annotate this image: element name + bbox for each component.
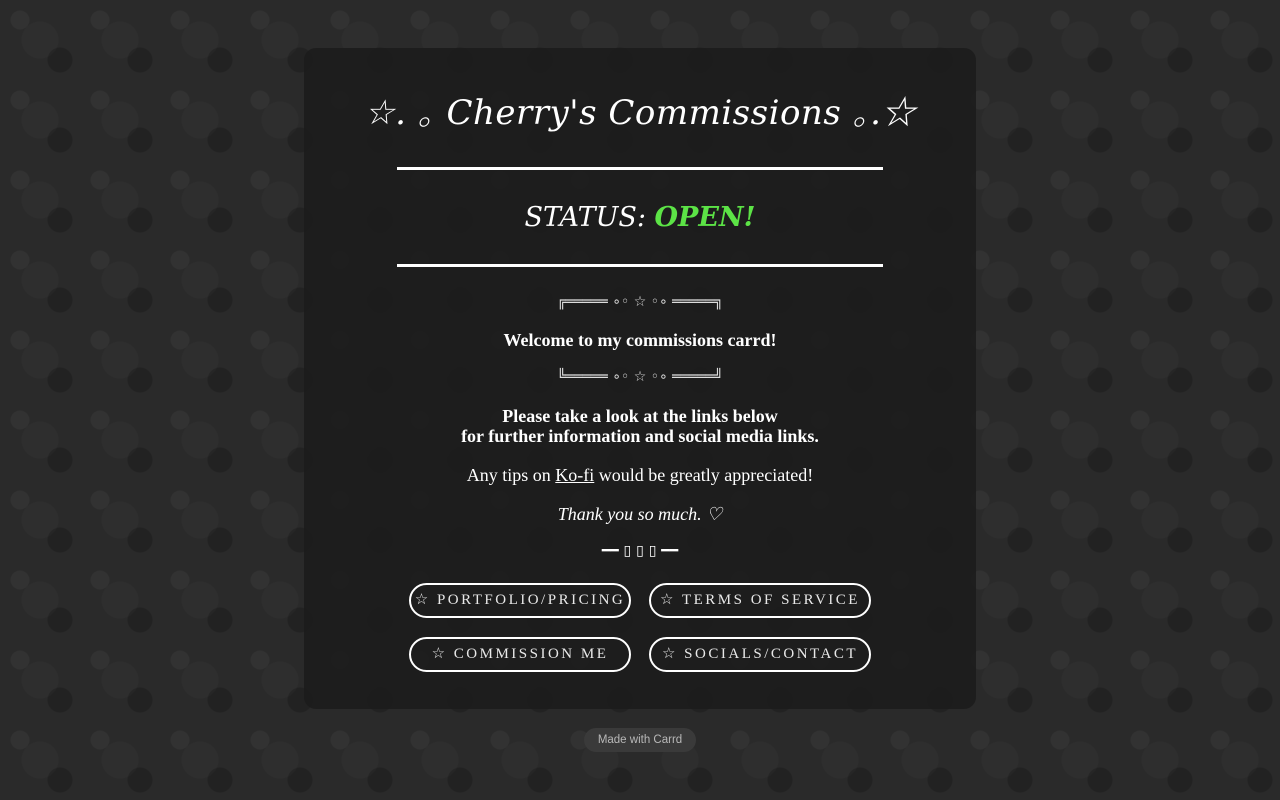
terms-of-service-button[interactable]: ☆ TERMS OF SERVICE	[649, 583, 871, 618]
ornament-divider: ━━ ▯ ▯ ▯ ━━	[601, 543, 679, 559]
ornament-frame-top: ╔═════ ∘◦ ☆ ◦∘ ═════╗	[557, 294, 723, 310]
main-card	[304, 48, 976, 709]
ornament-frame-bottom: ╚═════ ∘◦ ☆ ◦∘ ═════╝	[557, 369, 723, 385]
info-line-2: for further information and social media links.	[461, 426, 819, 446]
socials-contact-button[interactable]: ☆ SOCIALS/CONTACT	[649, 637, 871, 672]
status-label: STATUS:	[524, 202, 655, 233]
made-with-carrd-badge[interactable]: Made with Carrd	[584, 728, 696, 752]
tips-suffix: would be greatly appreciated!	[594, 465, 814, 485]
status-line	[304, 198, 976, 238]
tips-text	[304, 463, 976, 487]
info-line-1: Please take a look at the links below	[502, 406, 778, 426]
page-title: ☆. ｡ Cherry's Commissions ｡.☆	[364, 93, 916, 133]
welcome-text: Welcome to my commissions carrd!	[503, 330, 777, 350]
divider-line-bottom	[397, 264, 883, 267]
portfolio-pricing-button[interactable]: ☆ PORTFOLIO/PRICING	[409, 583, 631, 618]
status-value: OPEN!	[654, 202, 756, 233]
kofi-link[interactable]: Ko-fi	[555, 465, 595, 485]
thanks-text: Thank you so much. ♡	[557, 504, 723, 524]
divider-line-top	[397, 167, 883, 170]
tips-prefix: Any tips on	[466, 465, 556, 485]
commission-me-button[interactable]: ☆ COMMISSION ME	[409, 637, 631, 672]
info-text	[304, 406, 976, 446]
